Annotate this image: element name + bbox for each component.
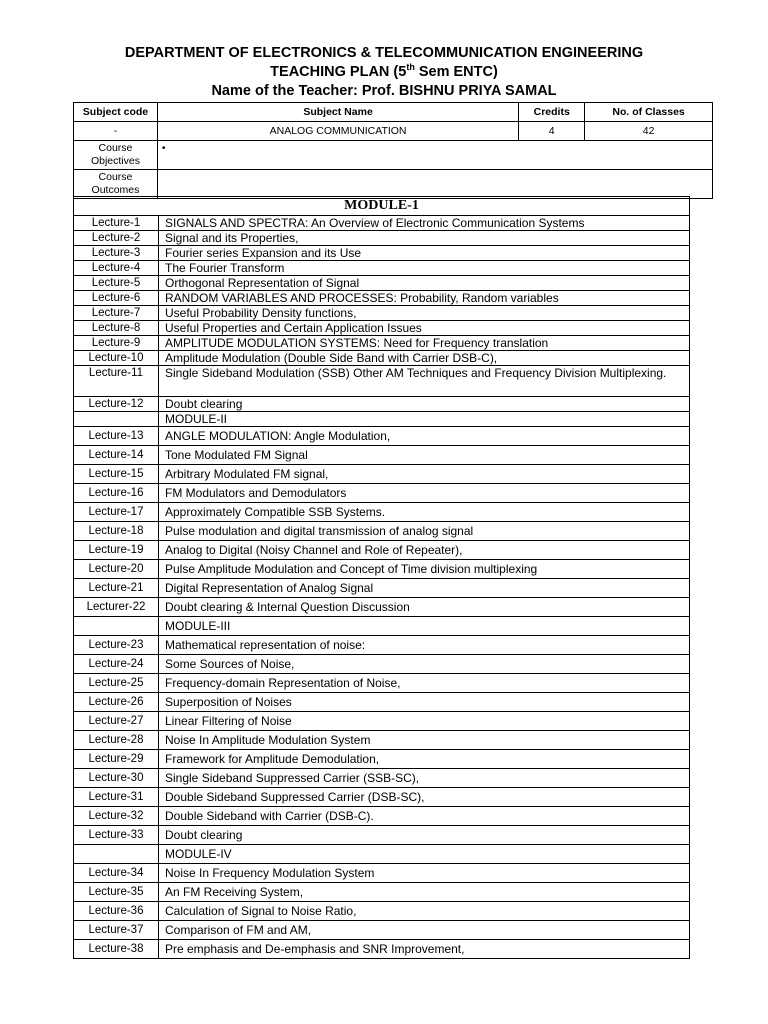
lecture-row [74,427,690,446]
subject-name-header: Subject Name [157,103,518,122]
lecture-number: Lecture-18 [74,522,159,541]
lecture-row [74,845,690,864]
lecture-row [74,366,690,397]
lecture-number: Lecture-35 [74,883,159,902]
lecture-topic: Single Sideband Suppressed Carrier (SSB-SC), [159,769,690,788]
lecture-row [74,940,690,959]
lecture-number: Lecture-3 [74,246,159,261]
lecture-topic: Single Sideband Modulation (SSB) Other AM Techniques and Frequency Division Multiplexing. [159,366,690,397]
lecture-number: Lecture-2 [74,231,159,246]
lecture-row [74,674,690,693]
lecture-number: Lecture-17 [74,503,159,522]
lecture-row [74,231,690,246]
lecture-topic: Doubt clearing [159,826,690,845]
lecture-topic: MODULE-III [159,617,690,636]
lecture-row [74,921,690,940]
lecture-row [74,246,690,261]
lecture-topic: Superposition of Noises [159,693,690,712]
lecture-number: Lecturer-22 [74,598,159,617]
lecture-row [74,397,690,412]
lecture-topic: Double Sideband Suppressed Carrier (DSB-SC), [159,788,690,807]
teacher-name: Name of the Teacher: Prof. BISHNU PRIYA SAMAL [211,83,557,99]
lecture-row [74,579,690,598]
lecture-number: Lecture-29 [74,750,159,769]
lecture-topic: Fourier series Expansion and its Use [159,246,690,261]
lecture-topic: Noise In Frequency Modulation System [159,864,690,883]
lecture-number: Lecture-8 [74,321,159,336]
lecture-number: Lecture-26 [74,693,159,712]
lecture-topic: Useful Probability Density functions, [159,306,690,321]
lecture-row [74,351,690,366]
lecture-row [74,636,690,655]
lecture-row [74,598,690,617]
lecture-number: Lecture-25 [74,674,159,693]
lecture-number: Lecture-32 [74,807,159,826]
lecture-row [74,902,690,921]
lecture-row [74,883,690,902]
lecture-topic: An FM Receiving System, [159,883,690,902]
subject-name-value: ANALOG COMMUNICATION [157,122,518,141]
lecture-number: Lecture-4 [74,261,159,276]
lecture-topic: Digital Representation of Analog Signal [159,579,690,598]
lecture-number: Lecture-11 [74,366,159,397]
lecture-plan-table [73,196,690,959]
lecture-number: Lecture-21 [74,579,159,598]
lecture-topic: FM Modulators and Demodulators [159,484,690,503]
lecture-number: Lecture-30 [74,769,159,788]
lecture-topic: SIGNALS AND SPECTRA: An Overview of Electronic Communication Systems [159,216,690,231]
lecture-number: Lecture-14 [74,446,159,465]
lecture-topic: Pre emphasis and De-emphasis and SNR Improvement, [159,940,690,959]
lecture-topic: MODULE-IV [159,845,690,864]
lecture-number: Lecture-6 [74,291,159,306]
lecture-topic: AMPLITUDE MODULATION SYSTEMS: Need for Frequency translation [159,336,690,351]
lecture-number [74,412,159,427]
lecture-number: Lecture-23 [74,636,159,655]
classes-header: No. of Classes [585,103,713,122]
lecture-row [74,503,690,522]
course-outcomes-label: Course Outcomes [74,170,158,199]
lecture-number: Lecture-15 [74,465,159,484]
lecture-row [74,216,690,231]
lecture-topic: Calculation of Signal to Noise Ratio, [159,902,690,921]
lecture-topic: Doubt clearing [159,397,690,412]
course-outcomes-value [157,170,712,199]
lecture-number: Lecture-10 [74,351,159,366]
lecture-topic: Tone Modulated FM Signal [159,446,690,465]
lecture-topic: MODULE-II [159,412,690,427]
lecture-number [74,845,159,864]
lecture-row [74,484,690,503]
lecture-row [74,826,690,845]
lecture-row [74,321,690,336]
lecture-row [74,291,690,306]
subject-info-table [73,102,713,199]
lecture-number: Lecture-28 [74,731,159,750]
lecture-row [74,655,690,674]
lecture-row [74,712,690,731]
lecture-number: Lecture-31 [74,788,159,807]
lecture-row [74,446,690,465]
lecture-number: Lecture-33 [74,826,159,845]
lecture-row [74,788,690,807]
lecture-number: Lecture-5 [74,276,159,291]
lecture-number: Lecture-13 [74,427,159,446]
lecture-number [74,617,159,636]
lecture-topic: Signal and its Properties, [159,231,690,246]
lecture-topic: Approximately Compatible SSB Systems. [159,503,690,522]
lecture-row [74,541,690,560]
lecture-row [74,336,690,351]
lecture-row [74,306,690,321]
lecture-row [74,731,690,750]
lecture-topic: Some Sources of Noise, [159,655,690,674]
lecture-topic: Pulse Amplitude Modulation and Concept of Time division multiplexing [159,560,690,579]
classes-value: 42 [585,122,713,141]
lecture-row [74,465,690,484]
lecture-topic: ANGLE MODULATION: Angle Modulation, [159,427,690,446]
lecture-number: Lecture-27 [74,712,159,731]
lecture-topic: Frequency-domain Representation of Noise, [159,674,690,693]
lecture-topic: Analog to Digital (Noisy Channel and Role of Repeater), [159,541,690,560]
lecture-topic: Framework for Amplitude Demodulation, [159,750,690,769]
lecture-topic: Comparison of FM and AM, [159,921,690,940]
lecture-number: Lecture-20 [74,560,159,579]
lecture-number: Lecture-24 [74,655,159,674]
lecture-row [74,864,690,883]
teaching-plan-title: TEACHING PLAN (5th Sem ENTC) [270,62,498,80]
lecture-row [74,522,690,541]
lecture-number: Lecture-36 [74,902,159,921]
lecture-topic: Useful Properties and Certain Application Issues [159,321,690,336]
lecture-number: Lecture-37 [74,921,159,940]
credits-value: 4 [519,122,585,141]
lecture-number: Lecture-38 [74,940,159,959]
lecture-number: Lecture-12 [74,397,159,412]
lecture-number: Lecture-34 [74,864,159,883]
lecture-row [74,276,690,291]
lecture-topic: RANDOM VARIABLES AND PROCESSES: Probability, Random variables [159,291,690,306]
module-1-heading: MODULE-1 [74,197,690,216]
lecture-row [74,560,690,579]
lecture-topic: Orthogonal Representation of Signal [159,276,690,291]
lecture-number: Lecture-9 [74,336,159,351]
lecture-topic: The Fourier Transform [159,261,690,276]
lecture-topic: Amplitude Modulation (Double Side Band with Carrier DSB-C), [159,351,690,366]
lecture-topic: Arbitrary Modulated FM signal, [159,465,690,484]
lecture-row [74,261,690,276]
course-objectives-value: • [157,141,712,170]
lecture-number: Lecture-7 [74,306,159,321]
lecture-number: Lecture-16 [74,484,159,503]
lecture-topic: Double Sideband with Carrier (DSB-C). [159,807,690,826]
lecture-row [74,412,690,427]
lecture-number: Lecture-1 [74,216,159,231]
lecture-row [74,617,690,636]
credits-header: Credits [519,103,585,122]
lecture-topic: Mathematical representation of noise: [159,636,690,655]
lecture-number: Lecture-19 [74,541,159,560]
lecture-topic: Linear Filtering of Noise [159,712,690,731]
lecture-row [74,693,690,712]
lecture-row [74,807,690,826]
lecture-row [74,769,690,788]
lecture-topic: Noise In Amplitude Modulation System [159,731,690,750]
lecture-topic: Doubt clearing & Internal Question Discussion [159,598,690,617]
document-header [0,44,768,101]
subject-code-header: Subject code [74,103,158,122]
lecture-topic: Pulse modulation and digital transmission of analog signal [159,522,690,541]
lecture-row [74,750,690,769]
course-objectives-label: Course Objectives [74,141,158,170]
department-title: DEPARTMENT OF ELECTRONICS & TELECOMMUNICATION ENGINEERING [124,45,644,61]
subject-code-value: - [74,122,158,141]
